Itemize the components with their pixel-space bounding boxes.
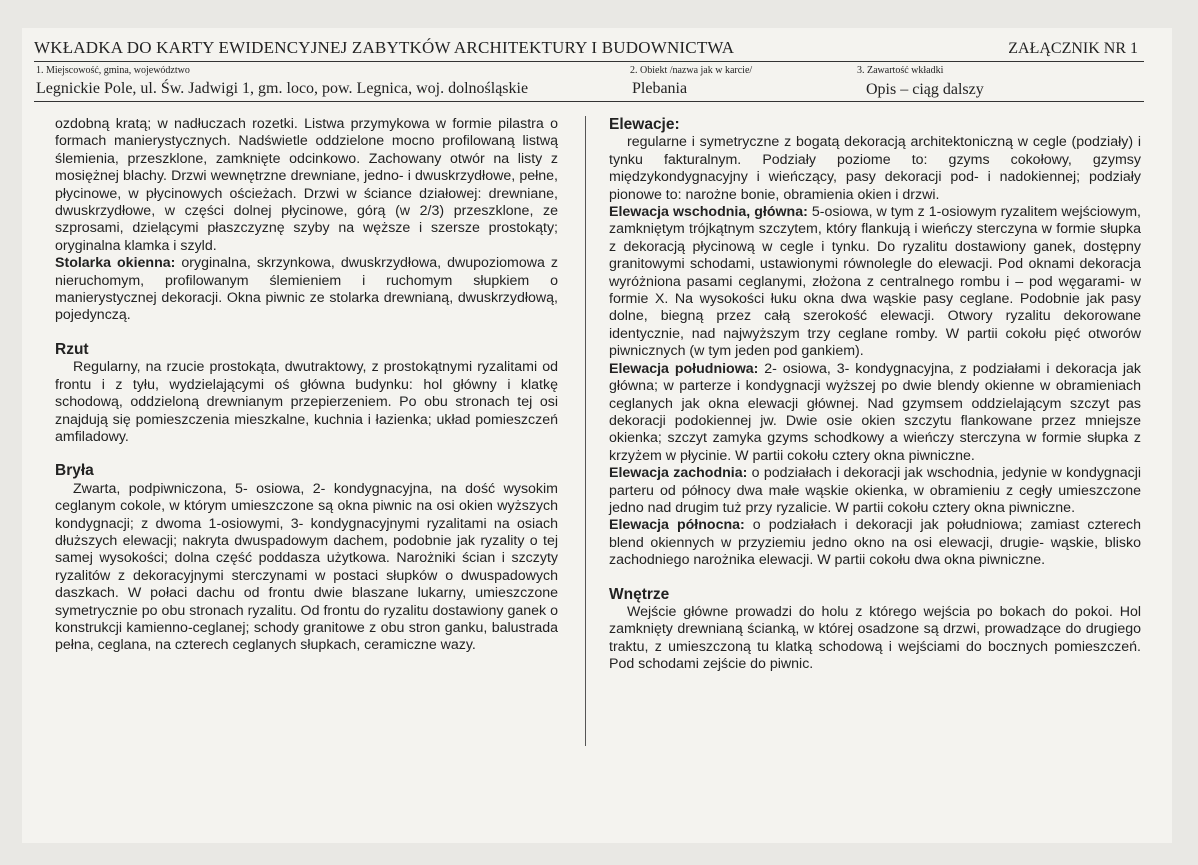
section-doors (55, 116, 558, 325)
paragraph-interior: Wejście główne prowadzi do holu z którego wejścia po bokach do pokoi. Hol zamknięty drewnianą ścianką, w której osadzone są drzwi, prowadzące do drugiego traktu, z umieszczoną tu klatką schodową i wejściami do bocznych pomieszczeń. Pod schodami zejście do piwnic. (609, 603, 1141, 673)
north-elevation-label: Elewacja północna: (609, 517, 745, 534)
paragraph-elevations: regularne i symetryczne z bogatą dekoracją architektoniczną w cegle (podziały) i tynku fakturalnym. Podziały poziome to: gzyms cokołowy, gzymsy międzykondygnacyjny i wieńczący, pasy dekoracji pod- i nadokiennej; podziały pionowe to: narożne bonie, obramienia okien i drzwi. (609, 134, 1141, 203)
section-title-interior: Wnętrze (609, 585, 670, 603)
paragraph-east-elevation (609, 204, 1141, 361)
field-labels-row (34, 65, 1144, 79)
document-title: WKŁADKA DO KARTY EWIDENCYJNEJ ZABYTKÓW ARCHITEKTURY I BUDOWNICTWA (34, 38, 735, 57)
paragraph-massing: Zwarta, podpiwniczona, 5- osiowa, 2- kondygnacyjna, na dość wysokim ceglanym cokole, w którym umieszczone są okna piwnic na osi okien wyższych kondygnacji; z dwoma 1-osiowymi, 3- kondygnacyjnymi ryzalitami na osiach dłuższych elewacji; nakryta dwuspadowym dachem, podobnie jak ryzality o tej samej wysokości; dolna część poddasza użytkowa. Narożniki ścian i szczyty ryzalitów z dekoracyjnymi sterczynami w postaci słupków o dwuspadowych daszkach. W połaci dachu od frontu dwie blaszane lukarny, umieszczone symetrycznie po obu stronach ryzalitu. Od frontu do ryzalitu dostawiony ganek o konstrukcji kamienno-ceglanej; schody granitowe z obu stron ganku, balustrada pełna, ceglana, na czterech ceglanych słupkach, ceramiczne wazy. (55, 480, 558, 654)
field-content-label: 3. Zawartość wkładki (857, 65, 944, 76)
paragraph-plan: Regularny, na rzucie prostokąta, dwutraktowy, z prostokątnymi ryzalitami od frontu i z tyłu, wydzielającymi oś główna budynku: hol główny i klatkę schodową, oddzieloną drewnianym przepierzeniem. Po obu stronach tej osi znajdują się pomieszczenia mieszkalne, kuchnia i łazienka; układ pomieszczeń amfiladowy. (55, 359, 558, 445)
field-location-label: 1. Miejscowość, gmina, województwo (36, 65, 190, 76)
field-content-value: Opis – ciąg dalszy (866, 81, 984, 98)
document-header (34, 38, 1144, 102)
south-elevation-text: 2- osiowa, 3- kondygnacyjna, z podziałami i dekoracja jak główna; w parterze i kondygnacji wyższej po dwie blendy okienne w obramieniach ceglanych jak okna elewacji głównej. Nad gzymsem oddzielającym szczyt pas dekoracji podokiennej jw. Dwie osie okien szczytu flankowane przez mniejsze okienka; szczyt zamyka gzyms schodkowy a wieńczy sterczyna w formie słupka z krzyżem w płycinie. W partii cokołu cztery okna piwniczne. (609, 360, 1142, 464)
right-column (609, 116, 1141, 690)
east-elevation-label: Elewacja wschodnia, główna: (609, 204, 808, 221)
paragraph-window-joinery (55, 255, 558, 325)
column-divider (585, 116, 586, 746)
window-joinery-label: Stolarka okienna: (55, 255, 176, 272)
east-elevation-text: 5-osiowa, w tym z 1-osiowym ryzalitem wejściowym, zamkniętym trójkątnym szczytem, który flankują i wieńczy sterczyna w formie słupka z dekoracją płycinową w cegle i tynku. Do ryzalitu dostawiony ganek, dostępny granitowymi schodami, ustawionymi równolegle do elewacji. Pod oknami dekoracja wyróżniona pasami ceglanymi, złożona z centralnego rombu i – pod węgarami- w formie X. Na wysokości łuku okna dwa wąskie pasy ceglane. Podobnie jak pasy dolne, biegną przez całą szerokość elewacji. Otwory ryzalitu dekorowane identycznie, nad najwyższym trzy ceglane romby. W partii cokołu pięć otworów piwnicznych (w tym jeden pod gankiem). (609, 204, 1141, 360)
west-elevation-text: o podziałach i dekoracji jak wschodnia, jedynie w kondygnacji parteru od północy dwa małe wąskie okienka, w obramieniu z cegły umieszczone jedno nad drugim tuż przy ryzalicie. W partii cokołu cztery okna piwniczne. (609, 465, 1141, 516)
section-interior (609, 586, 1141, 674)
left-column (55, 116, 558, 671)
window-joinery-text: oryginalna, skrzynkowa, dwuskrzydłowa, dwupoziomowa z nieruchomym, profilowanym ślemieniem i ruchomym słupkiem o manierystycznej dekoracji. Okna piwnic ze stolarka drewnianą, dwuskrzydłową, pojedynczą. (55, 255, 558, 324)
paragraph-south-elevation (609, 361, 1141, 465)
west-elevation-label: Elewacja zachodnia: (609, 465, 748, 482)
section-elevations (609, 116, 1141, 570)
header-title-row (34, 38, 1144, 62)
field-object-value: Plebania (632, 80, 688, 97)
field-location-value: Legnickie Pole, ul. Św. Jadwigi 1, gm. loco, pow. Legnica, woj. dolnośląskie (36, 80, 529, 97)
field-values-row (34, 79, 1144, 102)
paragraph-doors: ozdobną kratą; w nadłuczach rozetki. Listwa przymykowa w formie pilastra o formach manierystycznych. Nadświetle oddzielone mocno profilowaną listwą ślemienia, przeszklone, zamknięte odcinkowo. Zachowany otwór na listy z mosiężnej blachy. Drzwi wewnętrzne drewniane, jedno- i dwuskrzydłowe, pełne, płycinowe, w płycinowych ościeżach. Drzwi w ściance działowej: drewniane, dwuskrzydłowe, w części dolnej płycinowe, górą (w 2/3) przeszklone, ze szprosami, dzielącymi płaszczyznę szyby na węższe i szersze prostokąty; oryginalna klamka i szyld. (55, 116, 558, 254)
section-massing (55, 462, 558, 654)
section-title-plan: Rzut (55, 340, 89, 358)
north-elevation-text: o podziałach i dekoracji jak południowa; zamiast czterech blend okiennych w przyziemiu jedno okno na osi elewacji, drugie- wąskie, blisko zachodniego narożnika elewacji. W partii cokołu dwa okna piwniczne. (609, 517, 1141, 569)
south-elevation-label: Elewacja południowa: (609, 360, 759, 377)
section-title-elevations: Elewacje: (609, 116, 680, 133)
paragraph-north-elevation (609, 517, 1141, 569)
field-object-label: 2. Obiekt /nazwa jak w karcie/ (630, 65, 753, 76)
annex-label: ZAŁĄCZNIK NR 1 (1008, 40, 1138, 57)
section-plan (55, 341, 558, 446)
section-title-massing: Bryła (55, 462, 94, 480)
paragraph-west-elevation (609, 465, 1141, 517)
